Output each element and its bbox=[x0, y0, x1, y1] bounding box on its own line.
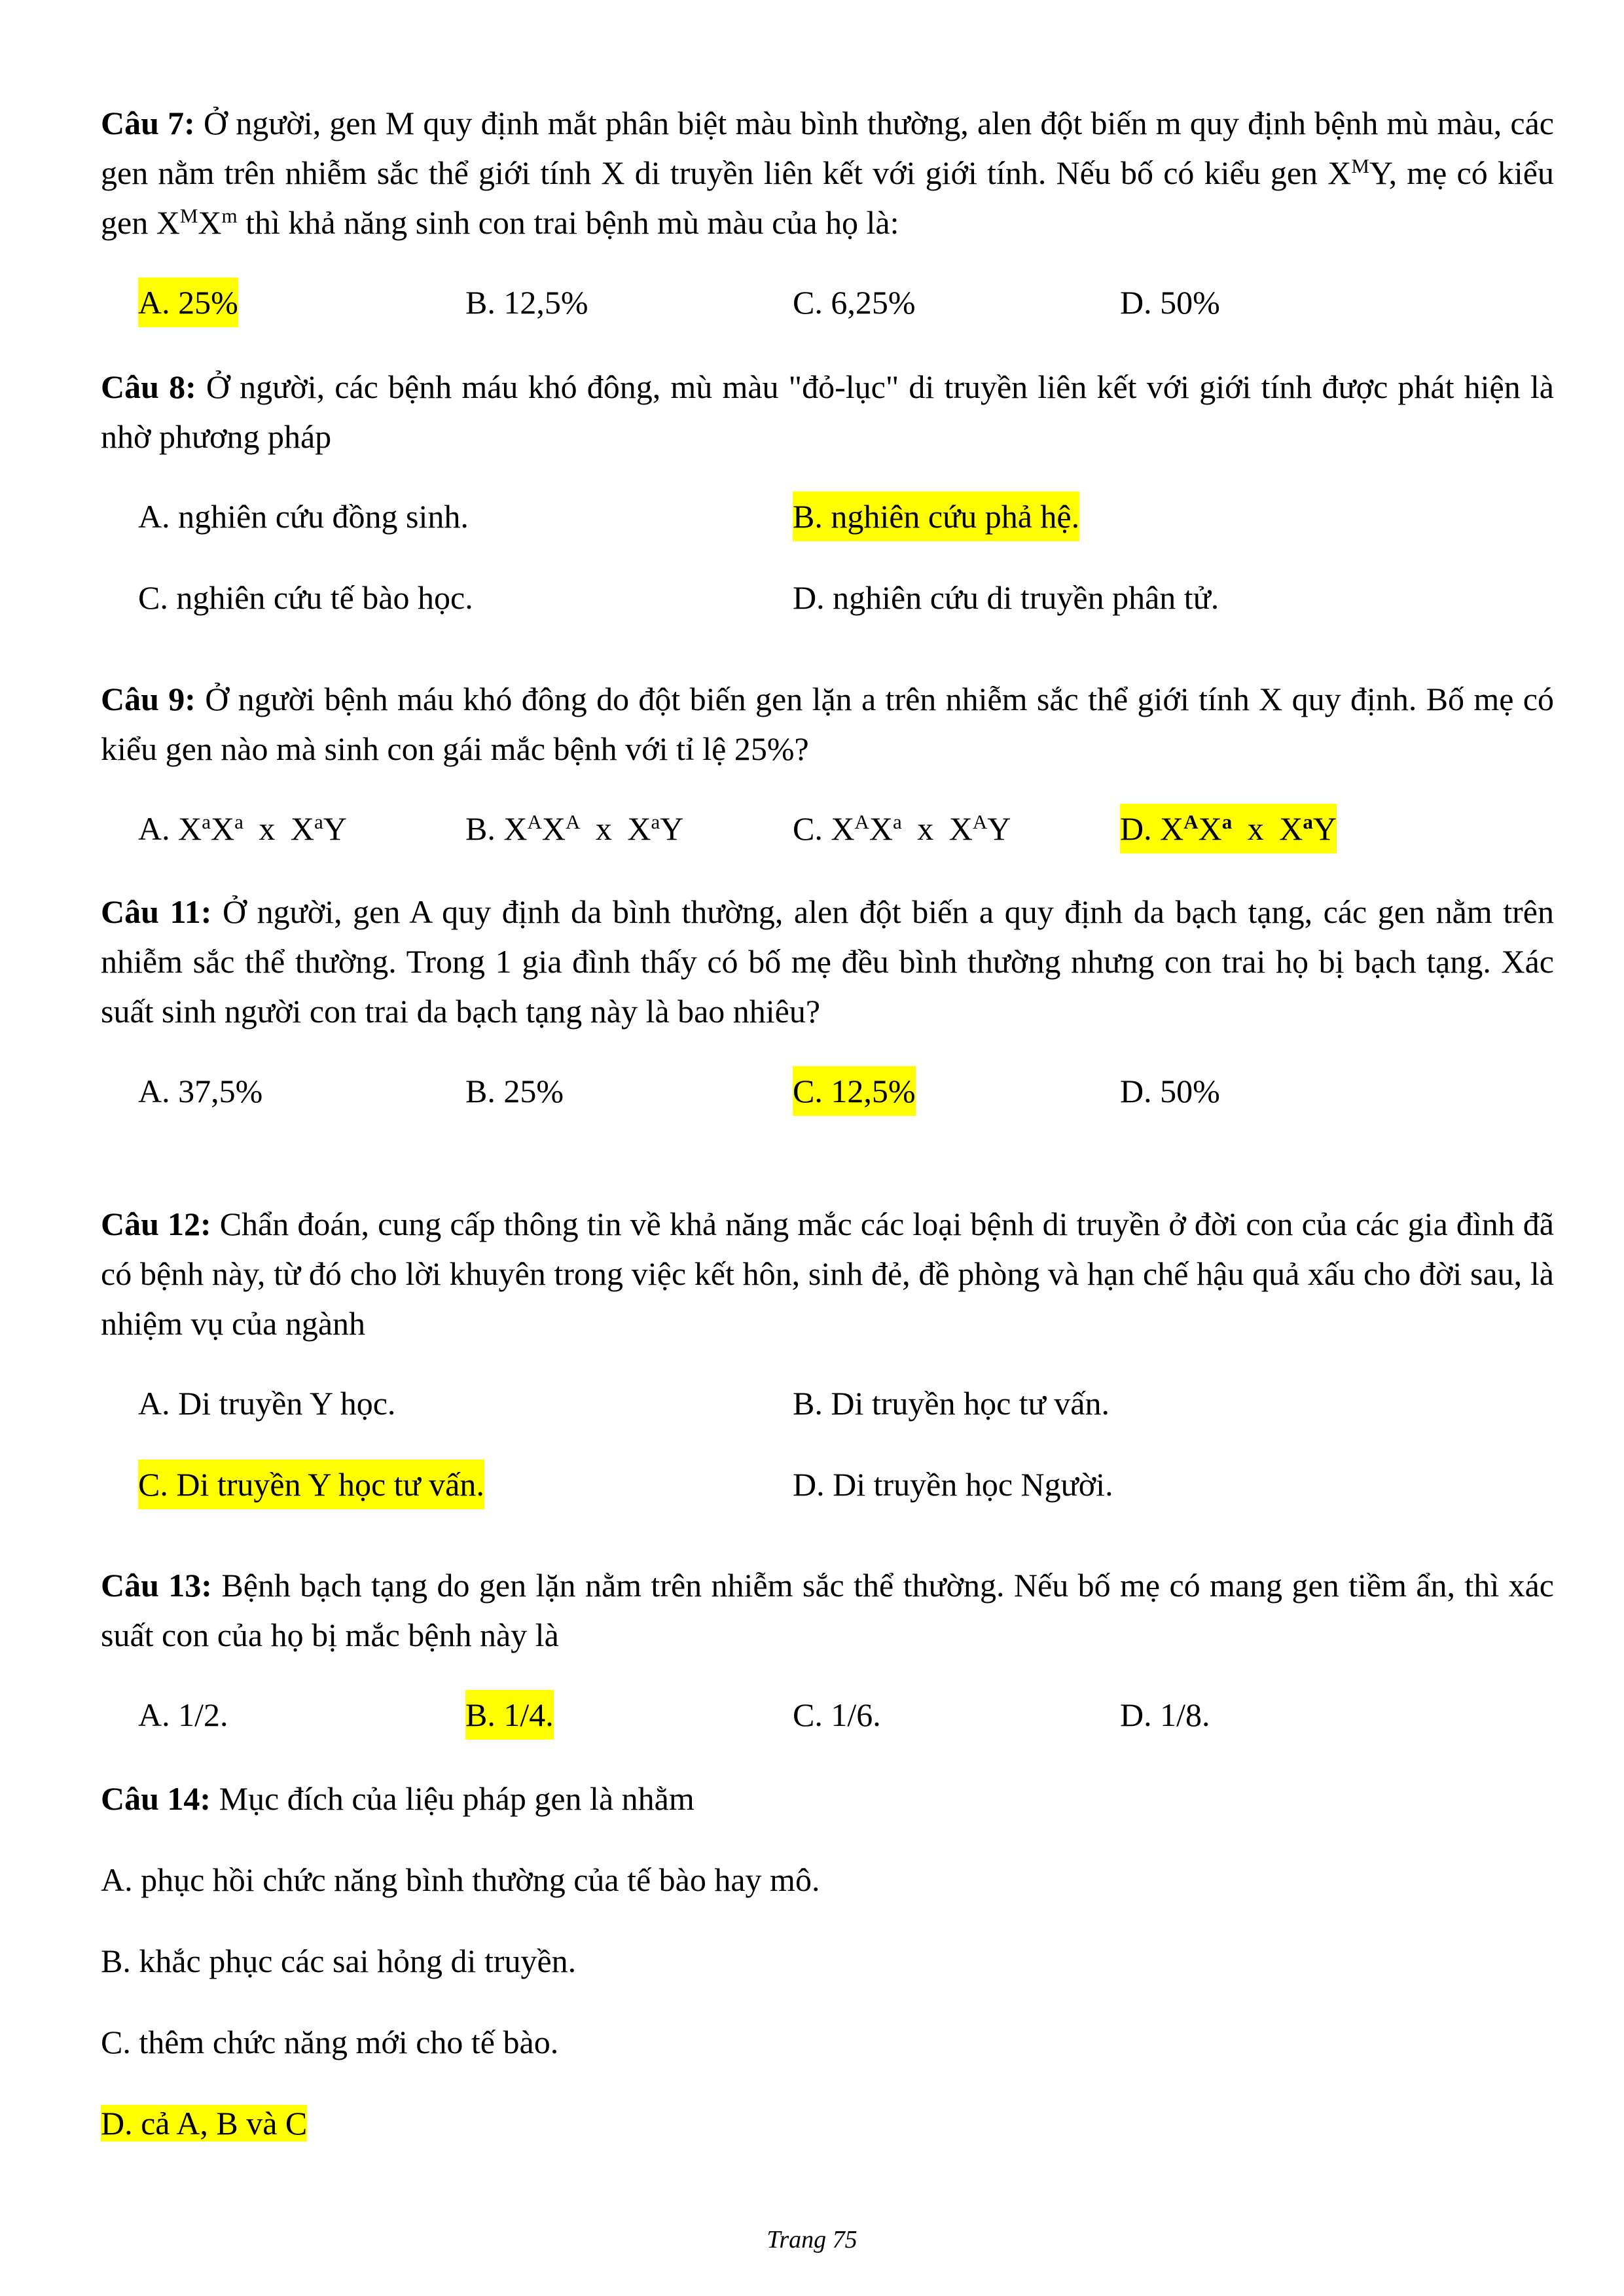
question-14-stem: Câu 14: Mục đích của liệu pháp gen là nhằm bbox=[101, 1780, 695, 1817]
option-d-correct[interactable]: D. $X^AX^a$ x $X^aY$ bbox=[1120, 804, 1337, 853]
option-d-correct[interactable]: D. cả A, B và C bbox=[101, 2105, 308, 2142]
question-9 bbox=[101, 674, 1554, 853]
option-b-correct[interactable]: B. 1/4. bbox=[465, 1690, 554, 1740]
options-row bbox=[101, 1460, 1554, 1509]
question-8-stem: Câu 8: Ở người, các bệnh máu khó đông, mù màu "đỏ-lục" di truyền liên kết với giới tính được phát hiện là nhờ phương pháp bbox=[101, 368, 1554, 455]
options-row bbox=[101, 804, 1554, 853]
option-d[interactable]: D. 50% bbox=[1120, 284, 1220, 321]
option-c[interactable]: C. nghiên cứu tế bào học. bbox=[138, 579, 473, 616]
option-a[interactable]: A. Di truyền Y học. bbox=[138, 1385, 396, 1422]
question-8 bbox=[101, 362, 1554, 622]
options-row bbox=[101, 1378, 1554, 1428]
option-d[interactable]: D. 1/8. bbox=[1120, 1696, 1210, 1733]
option-a[interactable]: A. $X^aX^a$ x $X^aY$ bbox=[138, 810, 347, 847]
options-row bbox=[101, 278, 1554, 327]
option-d[interactable]: D. 50% bbox=[1120, 1073, 1220, 1109]
option-b[interactable]: B. 12,5% bbox=[465, 284, 588, 321]
option-a-correct[interactable]: A. 25% bbox=[138, 278, 238, 327]
options-row bbox=[101, 1690, 1554, 1740]
option-b-correct[interactable]: B. nghiên cứu phả hệ. bbox=[793, 492, 1079, 541]
question-label: Câu 9: bbox=[101, 681, 196, 717]
question-label: Câu 8: bbox=[101, 368, 196, 405]
option-a[interactable]: A. 1/2. bbox=[138, 1696, 228, 1733]
option-b[interactable]: B. $X^AX^A$ x $X^aY$ bbox=[465, 810, 684, 847]
question-label: Câu 7: bbox=[101, 105, 195, 141]
question-11 bbox=[101, 887, 1554, 1116]
option-a[interactable]: A. 37,5% bbox=[138, 1073, 263, 1109]
option-c[interactable]: C. thêm chức năng mới cho tế bào. bbox=[101, 2024, 559, 2060]
option-a[interactable]: A. phục hồi chức năng bình thường của tế bào hay mô. bbox=[101, 1861, 820, 1898]
page-number: Trang 75 bbox=[767, 2226, 857, 2253]
option-d[interactable]: D. Di truyền học Người. bbox=[793, 1466, 1113, 1503]
option-b[interactable]: B. 25% bbox=[465, 1073, 564, 1109]
options-row bbox=[101, 573, 1554, 622]
option-d[interactable]: D. nghiên cứu di truyền phân tử. bbox=[793, 579, 1219, 616]
option-c-correct[interactable]: C. 12,5% bbox=[793, 1066, 916, 1116]
options-row bbox=[101, 492, 1554, 541]
option-c[interactable]: C. $X^AX^a$ x $X^AY$ bbox=[793, 810, 1011, 847]
question-13 bbox=[101, 1560, 1554, 1740]
option-c-correct[interactable]: C. Di truyền Y học tư vấn. bbox=[138, 1460, 484, 1509]
question-14 bbox=[101, 1774, 1554, 2148]
question-11-stem: Câu 11: Ở người, gen A quy định da bình thường, alen đột biến a quy định da bạch tạng, các gen nằm trên nhiễm sắc thể thường. Trong 1 gia đình thấy có bố mẹ đều bình thường nhưng con trai họ bị bạch tạng. Xác suất sinh người con trai da bạch tạng này là bao nhiêu? bbox=[101, 893, 1554, 1030]
question-13-stem: Câu 13: Bệnh bạch tạng do gen lặn nằm trên nhiễm sắc thể thường. Nếu bố mẹ có mang gen tiềm ẩn, thì xác suất con của họ bị mắc bệnh này là bbox=[101, 1567, 1554, 1653]
question-label: Câu 13: bbox=[101, 1567, 212, 1604]
option-c[interactable]: C. 1/6. bbox=[793, 1696, 881, 1733]
question-12-stem: Câu 12: Chẩn đoán, cung cấp thông tin về khả năng mắc các loại bệnh di truyền ở đời con của các gia đình đã có bệnh này, từ đó cho lời khuyên trong việc kết hôn, sinh đẻ, đề phòng và hạn chế hậu quả xấu cho đời sau, là nhiệm vụ của ngành bbox=[101, 1206, 1554, 1342]
option-b[interactable]: B. khắc phục các sai hỏng di truyền. bbox=[101, 1943, 577, 1979]
option-b[interactable]: B. Di truyền học tư vấn. bbox=[793, 1385, 1110, 1422]
question-label: Câu 12: bbox=[101, 1206, 211, 1242]
option-c[interactable]: C. 6,25% bbox=[793, 284, 916, 321]
options-row bbox=[101, 1066, 1554, 1116]
option-a[interactable]: A. nghiên cứu đồng sinh. bbox=[138, 498, 469, 535]
question-9-stem: Câu 9: Ở người bệnh máu khó đông do đột biến gen lặn a trên nhiễm sắc thể giới tính X quy định. Bố mẹ có kiểu gen nào mà sinh con gái mắc bệnh với tỉ lệ 25%? bbox=[101, 681, 1554, 767]
question-12 bbox=[101, 1199, 1554, 1509]
question-label: Câu 11: bbox=[101, 893, 212, 930]
question-7-stem: Câu 7: Ở người, gen M quy định mắt phân biệt màu bình thường, alen đột biến m quy định bệnh mù màu, các gen nằm trên nhiễm sắc thể giới tính X di truyền liên kết với giới tính. Nếu bố có kiểu gen $X^MY$, mẹ có kiểu gen $X^MX^m$ thì khả năng sinh con trai bệnh mù màu của họ là: bbox=[101, 105, 1554, 241]
question-7 bbox=[101, 98, 1554, 327]
question-label: Câu 14: bbox=[101, 1780, 211, 1817]
